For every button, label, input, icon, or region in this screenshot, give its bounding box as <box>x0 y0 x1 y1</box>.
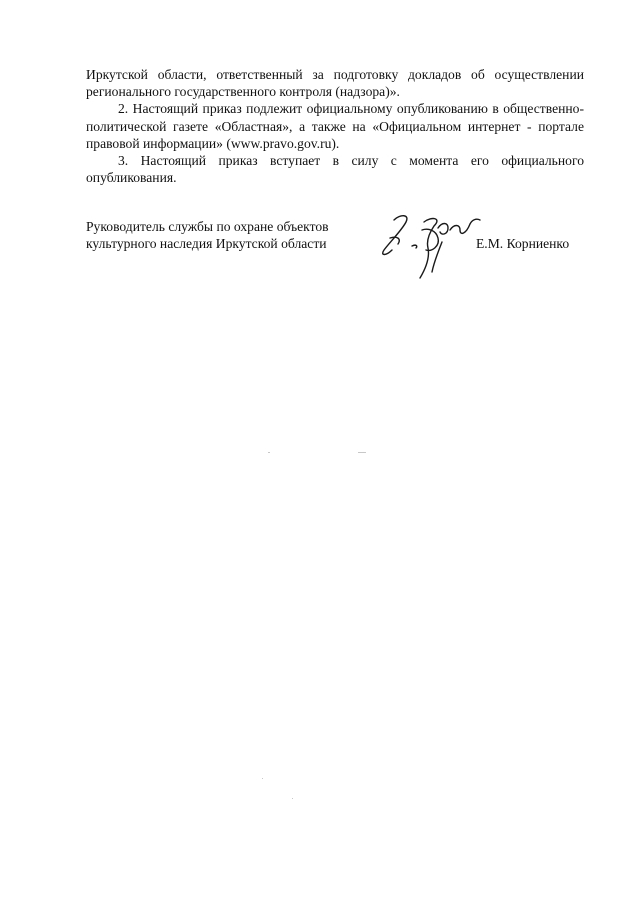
scan-speck <box>262 778 263 779</box>
document-body <box>86 66 584 186</box>
paragraph-continuation: Иркутской области, ответственный за подготовку докладов об осуществлении регионального государственного контроля (надзора)». <box>86 67 584 100</box>
scan-speck <box>292 798 293 799</box>
signer-position-line-1: Руководитель службы по охране объектов <box>86 219 329 234</box>
signer-position <box>86 218 366 252</box>
scan-speck <box>358 452 366 453</box>
signer-name: Е.М. Корниенко <box>476 236 570 251</box>
signature-block <box>86 218 584 298</box>
paragraph-item-3: 3. Настоящий приказ вступает в силу с момента его официального опубликования. <box>86 153 584 186</box>
handwritten-signature-icon <box>376 208 486 286</box>
paragraph-item-2: 2. Настоящий приказ подлежит официальному опубликованию в общественно-политической газете «Областная», а также на «Официальном интернет - портале правовой информации» (www.pravo.gov.ru). <box>86 101 584 151</box>
signer-position-line-2: культурного наследия Иркутской области <box>86 236 327 252</box>
scan-speck <box>268 452 270 453</box>
